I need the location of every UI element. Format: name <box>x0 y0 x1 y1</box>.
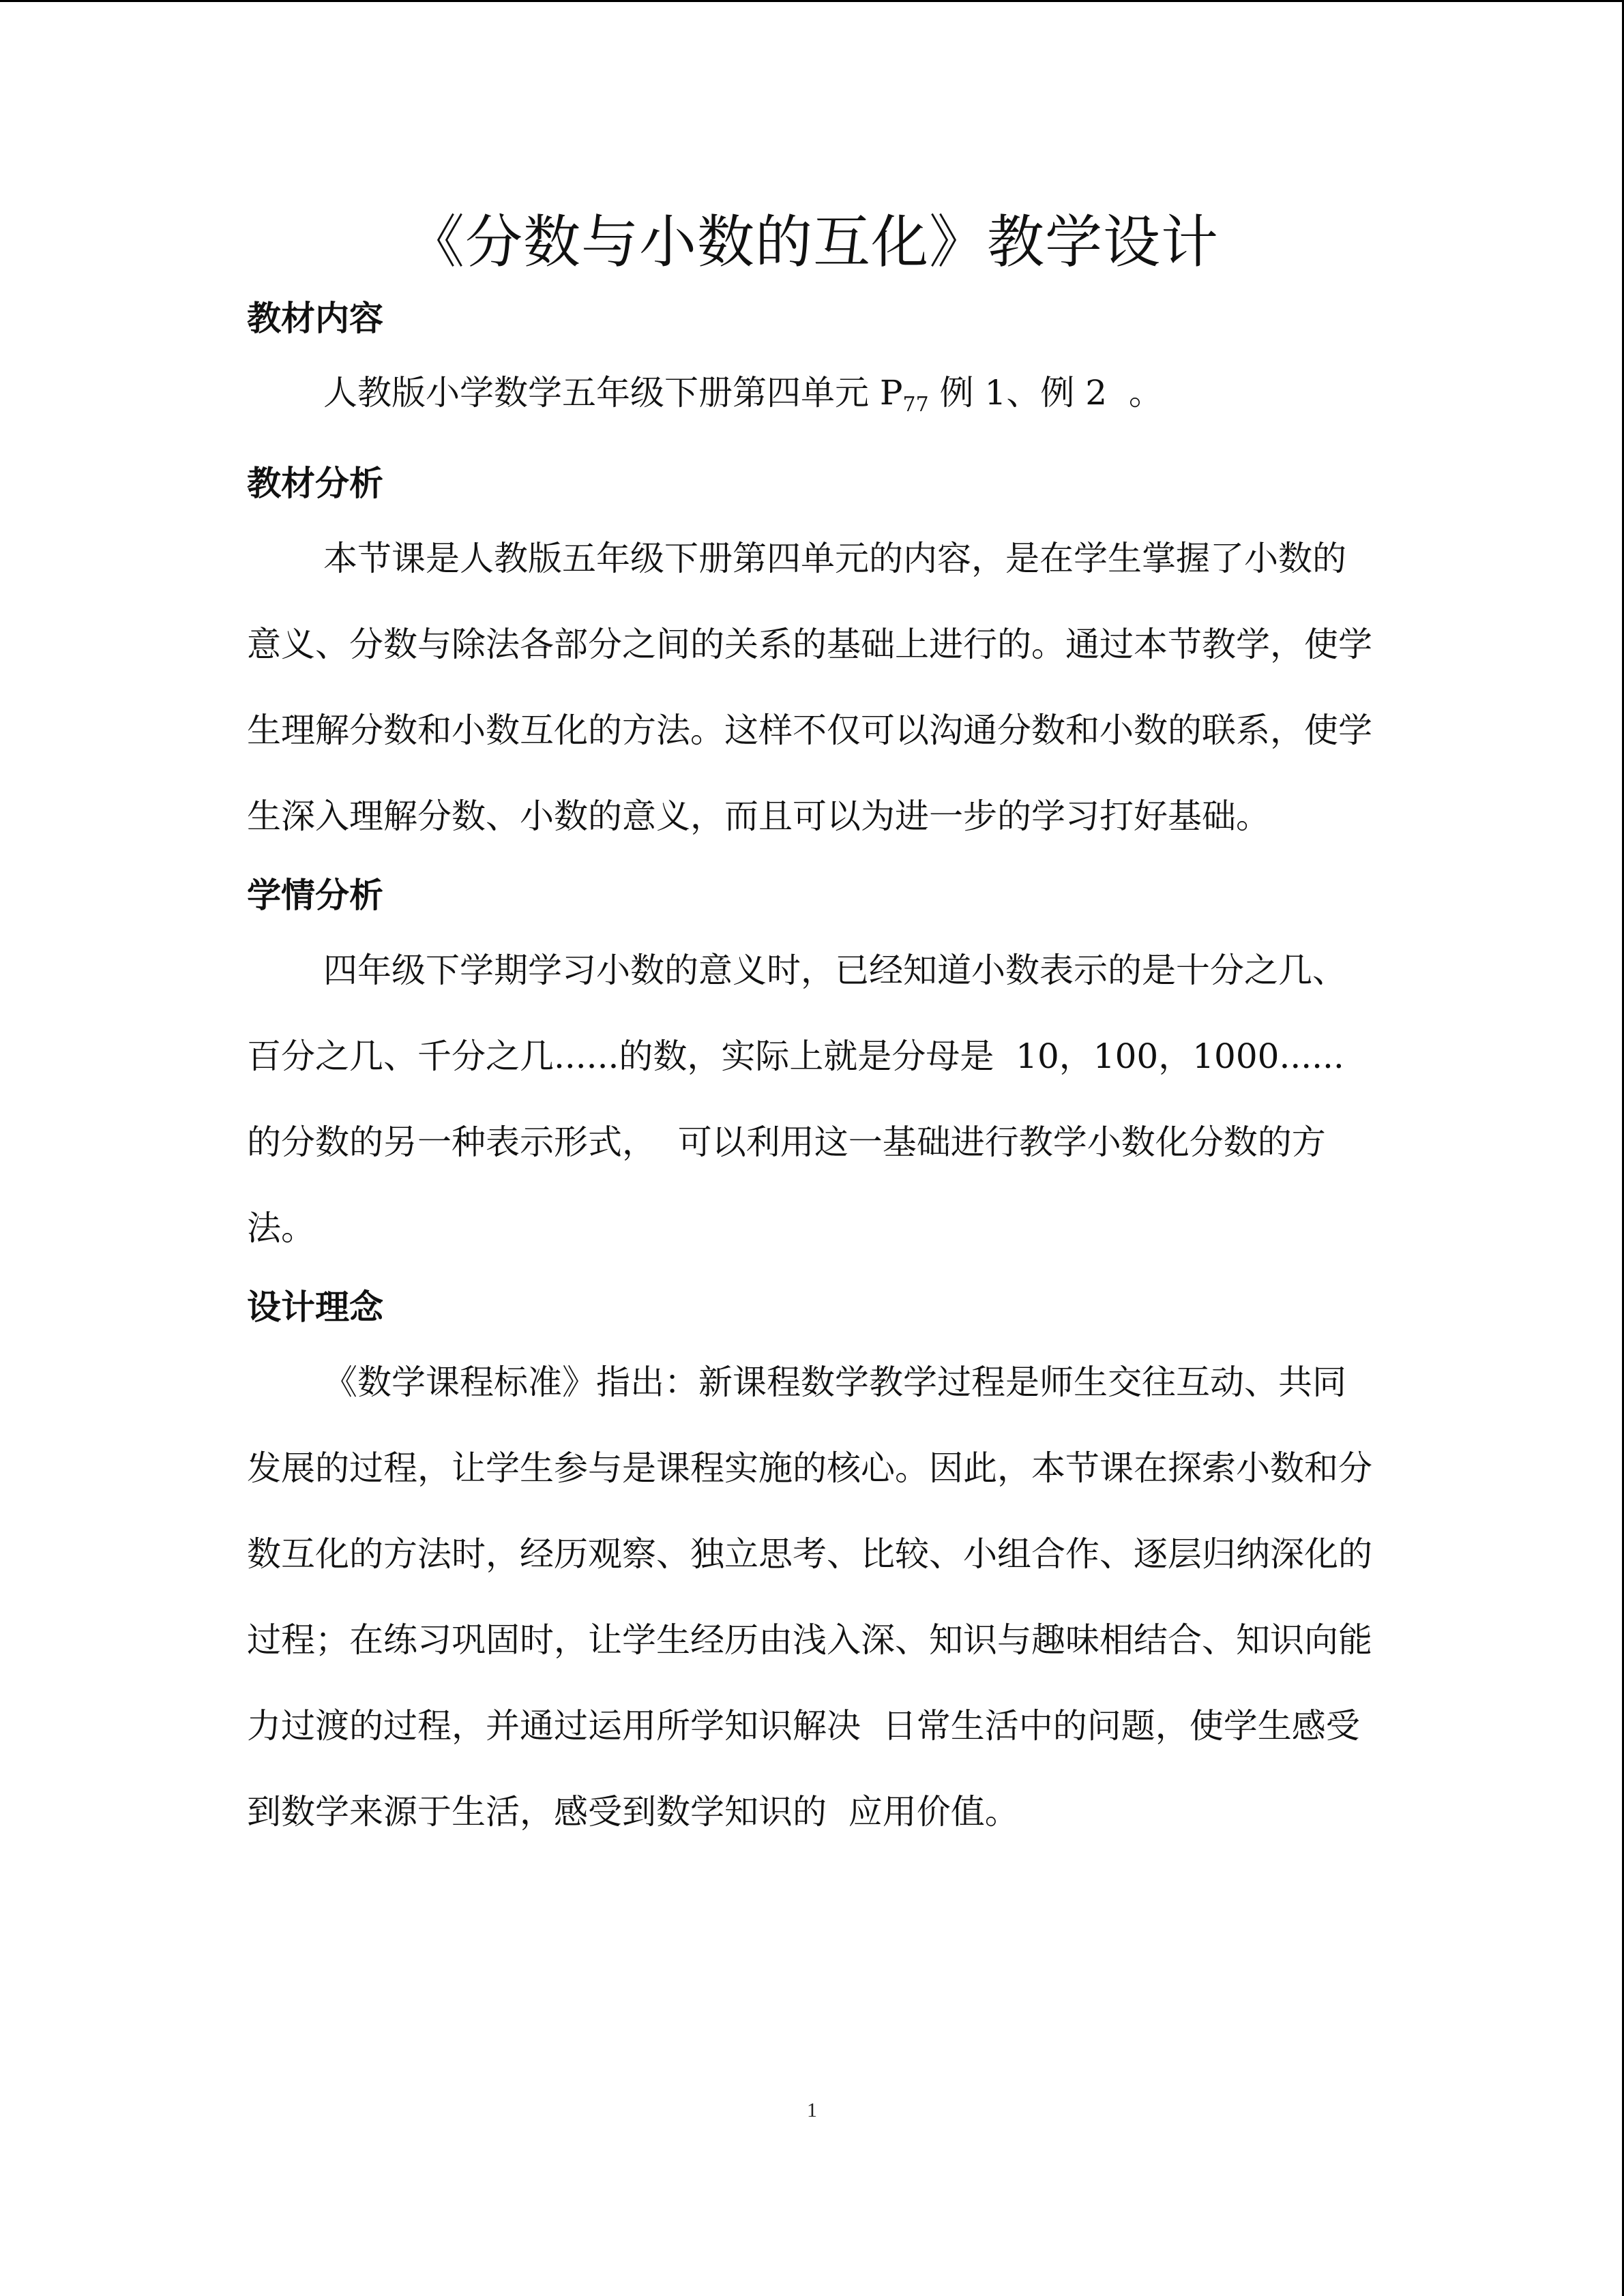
document-title: 《分数与小数的互化》教学设计 <box>407 209 1219 275</box>
document-page <box>247 198 1379 1855</box>
section-heading-analysis: 教材分析 <box>247 464 383 503</box>
content-paragraph <box>247 351 1379 447</box>
section-heading-philosophy: 设计理念 <box>247 1287 383 1327</box>
analysis-paragraph: 本节课是人教版五年级下册第四单元的内容，是在学生掌握了小数的意义、分数与除法各部分之间的关系的基础上进行的。通过本节教学，使学生理解分数和小数互化的方法。这样不仅可以沟通分数和小数的联系，使学生深入理解分数、小数的意义，而且可以为进一步的学习打好基础。 <box>247 539 1372 836</box>
content-page-subscript: 77 <box>902 393 929 417</box>
page-top-border <box>0 0 1624 2</box>
philosophy-paragraph: 《数学课程标准》指出：新课程数学教学过程是师生交往互动、共同发展的过程，让学生参与是课程实施的核心。因此，本节课在探索小数和分数互化的方法时，经历观察、独立思考、比较、小组合作、逐层归纳深化的过程；在练习巩固时，让学生经历由浅入深、知识与趣味相结合、知识向能力过渡的过程，并通过运用所学知识解决 日常生活中的问题，使学生感受到数学来源于生活，感受到数学知识的 应用价值。 <box>247 1362 1372 1832</box>
page-number: 1 <box>807 2099 817 2121</box>
section-heading-content: 教材内容 <box>247 299 383 338</box>
section-heading-learners: 学情分析 <box>247 876 383 915</box>
content-line-suffix: 例 1、例 2 。 <box>928 373 1163 413</box>
content-line-prefix: 人教版小学数学五年级下册第四单元 P <box>323 373 903 413</box>
learners-paragraph: 四年级下学期学习小数的意义时，已经知道小数表示的是十分之几、百分之几、千分之几......的数，实际上就是分母是 10，100，1000...... 的分数的另一种表示形式， 可以利用这一基础进行教学小数化分数的方法。 <box>247 951 1366 1248</box>
